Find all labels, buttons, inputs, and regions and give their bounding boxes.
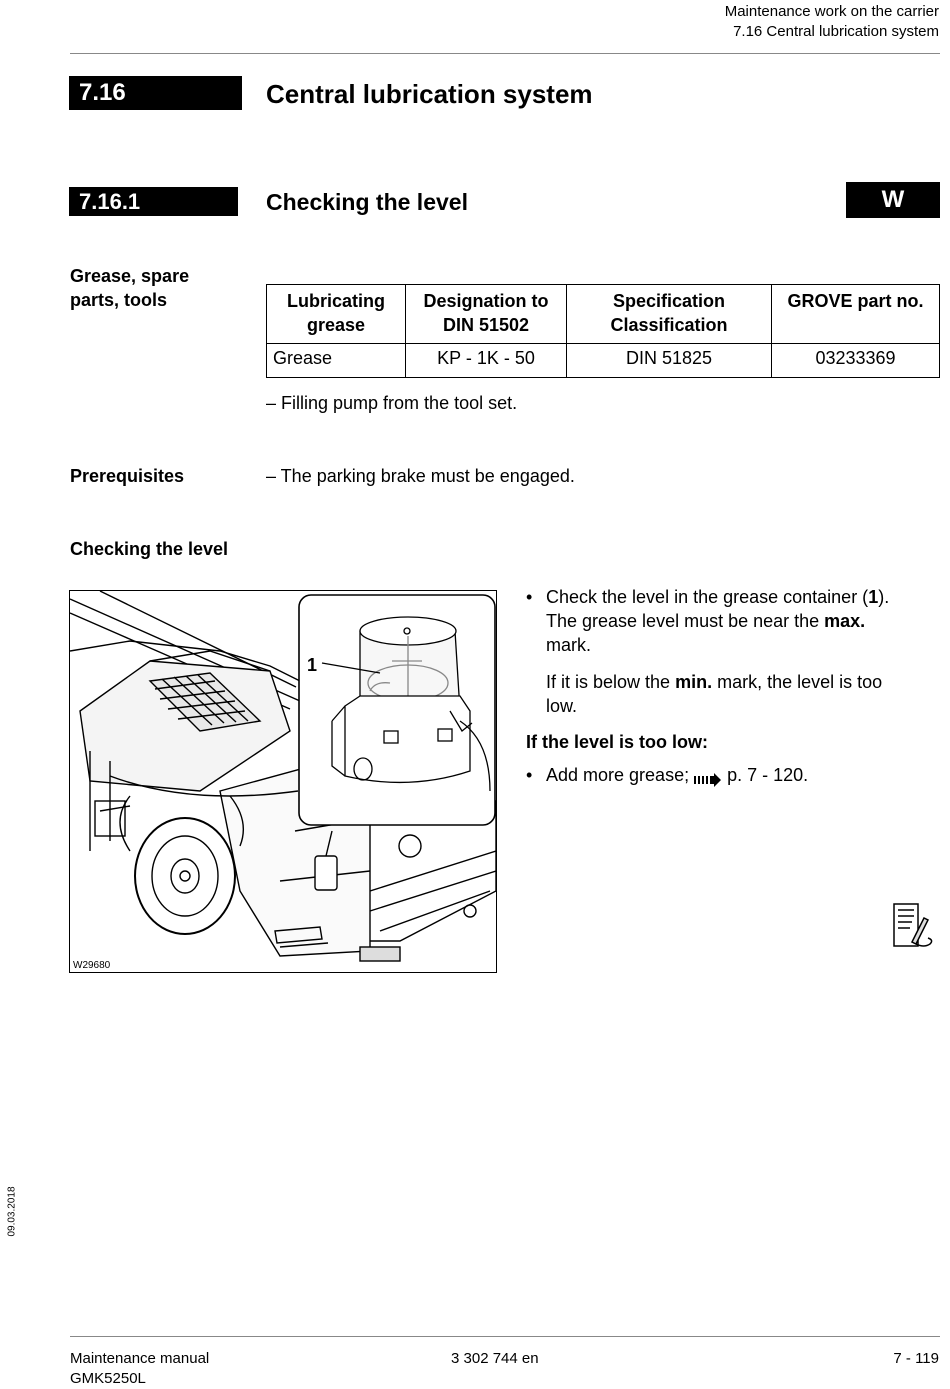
running-header xyxy=(725,2,939,42)
figure-callout-1: 1 xyxy=(307,655,318,675)
notes-icon xyxy=(890,900,936,950)
bullet-marker-1: • xyxy=(526,587,533,607)
footer-model: GMK5250L xyxy=(70,1370,146,1387)
prerequisite-item: – The parking brake must be engaged. xyxy=(266,466,575,486)
footer-manual-info xyxy=(70,1349,209,1389)
header-section: 7.16 Central lubrication system xyxy=(733,23,939,40)
checking-heading: Checking the level xyxy=(70,539,229,559)
footer-rule xyxy=(70,1336,940,1337)
table-cell: KP - 1K - 50 xyxy=(406,344,567,378)
instruction-add-grease: Add more grease; p. 7 - 120. xyxy=(546,763,808,787)
table-cell: DIN 51825 xyxy=(567,344,772,378)
table-header-row xyxy=(267,285,940,344)
crane-illustration xyxy=(70,591,496,972)
below-min-note: If it is below the min. mark, the level is too low. xyxy=(546,672,883,716)
col-header-designation: Designation to DIN 51502 xyxy=(406,285,567,344)
crane-figure xyxy=(69,590,497,973)
col-header-lubricating-grease: Lubricating grease xyxy=(267,285,406,344)
figure-id: W29680 xyxy=(73,960,111,971)
table-row xyxy=(267,344,940,378)
too-low-heading: If the level is too low: xyxy=(526,732,709,752)
section-number: 7.16 xyxy=(69,76,242,110)
table-cell: 03233369 xyxy=(772,344,940,378)
subsection-number: 7.16.1 xyxy=(69,187,238,216)
bullet-marker-2: • xyxy=(526,765,533,785)
cross-reference-link[interactable]: p. 7 - 120. xyxy=(722,765,809,785)
col-header-specification: Specification Classification xyxy=(567,285,772,344)
col-header-part-no: GROVE part no. xyxy=(772,285,940,344)
side-date: 09.03.2018 xyxy=(6,1186,18,1237)
footer-doc-number: 3 302 744 en xyxy=(451,1350,539,1367)
header-rule xyxy=(70,53,940,54)
prerequisites-label: Prerequisites xyxy=(70,466,185,486)
table-cell: Grease xyxy=(267,344,406,378)
tool-note: – Filling pump from the tool set. xyxy=(266,393,518,413)
subsection-title: Checking the level xyxy=(266,189,468,215)
section-title: Central lubrication system xyxy=(266,79,593,109)
grease-table xyxy=(266,284,940,378)
grease-tools-label: Grease, spare parts, tools xyxy=(70,266,190,310)
maintenance-interval-badge: W xyxy=(846,182,940,218)
footer-page-number: 7 - 119 xyxy=(893,1350,939,1367)
cross-reference-arrow-icon xyxy=(694,769,722,783)
instruction-check-level: Check the level in the grease container (1). The grease level must be near the max. mark. xyxy=(546,587,890,655)
header-chapter: Maintenance work on the carrier xyxy=(724,3,939,20)
footer-manual: Maintenance manual xyxy=(70,1350,210,1367)
